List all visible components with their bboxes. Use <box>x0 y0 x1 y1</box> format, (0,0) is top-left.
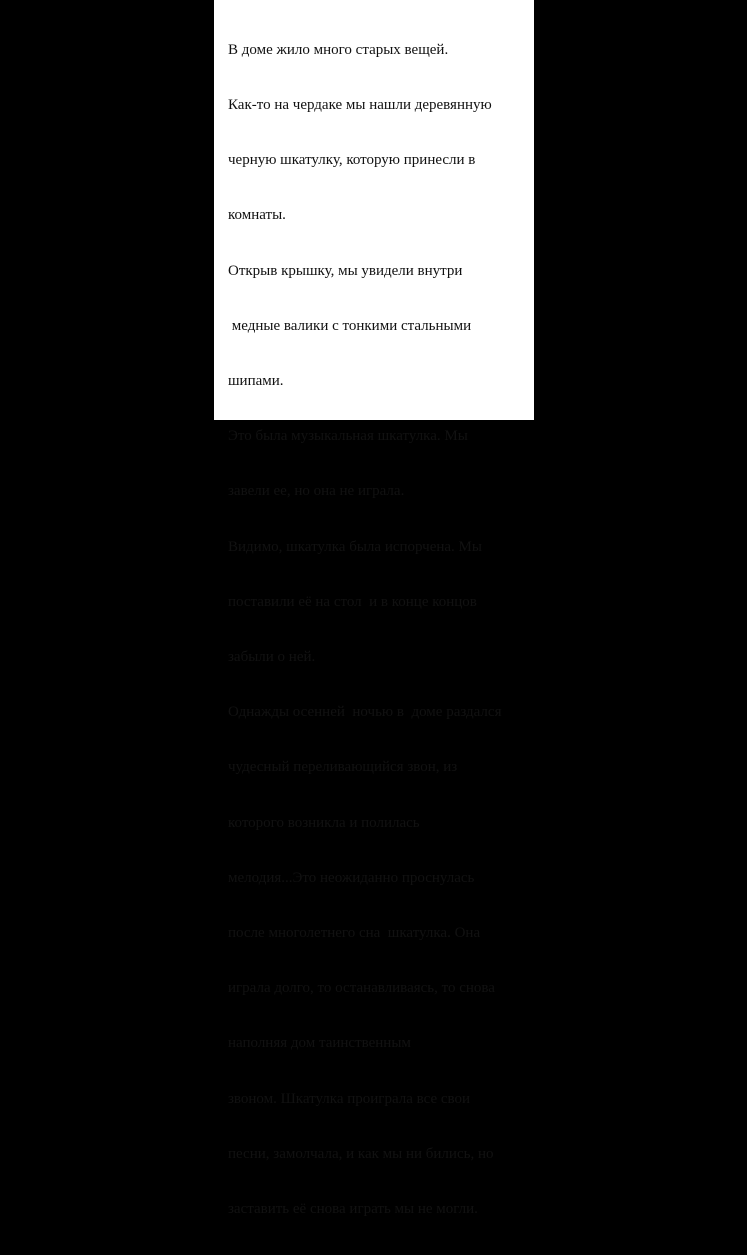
text-line: играла долго, то останавливаясь, то снова <box>228 980 495 997</box>
text-line: которого возникла и полилась <box>228 814 420 831</box>
text-line: после многолетнего сна шкатулка. Она <box>228 925 481 942</box>
text-line: мелодия...Это неожиданно проснулась <box>228 869 475 886</box>
text-line: Открыв крышку, мы увидели внутри <box>228 262 463 279</box>
text-line: поставили её на стол и в конце концов <box>228 593 477 610</box>
text-line: заставить её снова играть мы не могли. <box>228 1201 478 1218</box>
text-line: Видимо, шкатулка была испорчена. Мы <box>228 538 482 555</box>
text-line: черную шкатулку, которую принесли в <box>228 152 476 169</box>
text-line: комнаты. <box>228 207 286 224</box>
text-line: шипами. <box>228 373 284 390</box>
text-line: наполняя дом таинственным <box>228 1035 411 1052</box>
document-page <box>214 0 534 1218</box>
text-line: Однажды осенней ночью в доме раздался <box>228 704 502 721</box>
document-text <box>228 4 528 1255</box>
text-line: звоном. Шкатулка проиграла все свои <box>228 1090 471 1107</box>
text-line: медные валики с тонкими стальными <box>228 317 472 334</box>
text-line: песни, замолчала, и как мы ни бились, но <box>228 1145 494 1162</box>
text-line: Как-то на чердаке мы нашли деревянную <box>228 97 492 114</box>
text-line: забыли о ней. <box>228 649 316 666</box>
text-line: Это была музыкальная шкатулка. Мы <box>228 428 468 445</box>
text-line: чудесный переливающийся звон, из <box>228 759 458 776</box>
text-line: В доме жило много старых вещей. <box>228 41 449 58</box>
text-line: завели ее, но она не играла. <box>228 483 405 500</box>
